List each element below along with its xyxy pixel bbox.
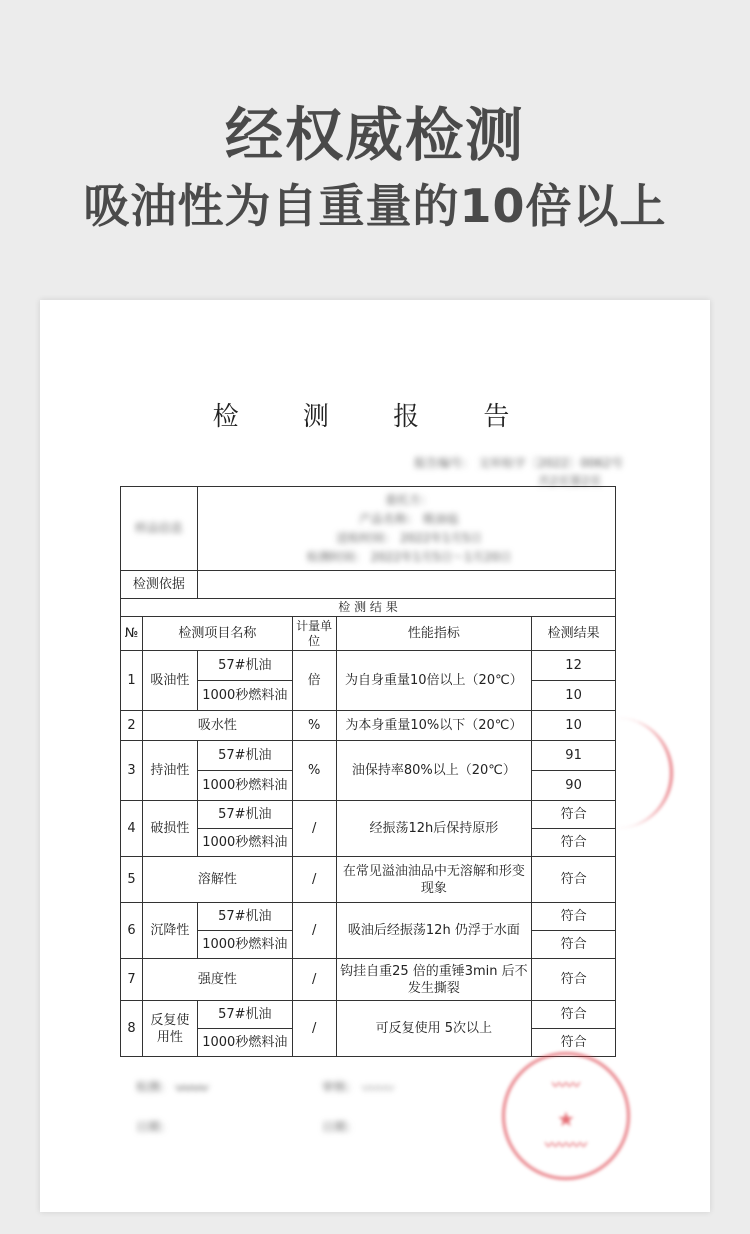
- date-label: 日期：: [322, 1120, 359, 1134]
- row-unit: /: [292, 801, 336, 857]
- row-no: 5: [121, 857, 143, 903]
- row-no: 4: [121, 801, 143, 857]
- row-no: 1: [121, 651, 143, 711]
- row-no: 6: [121, 903, 143, 959]
- headline-subtitle: 吸油性为自重量的10倍以上: [83, 179, 667, 233]
- page-number: 共2页第2页: [538, 474, 602, 488]
- row-unit: /: [292, 1001, 336, 1057]
- row-spec: 钩挂自重25 倍的重锤3min 后不发生撕裂: [336, 959, 532, 1001]
- page-seal: [600, 718, 673, 828]
- row-sub: 1000秒燃料油: [197, 829, 292, 857]
- sample-line: 产品名称： 吸油毡: [359, 511, 459, 526]
- row-result: 10: [532, 681, 616, 711]
- sample-line: 送检时间： 2022年1月5日: [336, 530, 482, 545]
- row-result: 符合: [532, 959, 616, 1001]
- row-sub: 1000秒燃料油: [197, 771, 292, 801]
- header-result: 检测结果: [532, 617, 616, 651]
- sample-line: 委托方：: [384, 492, 433, 507]
- row-sub: 57#机油: [197, 801, 292, 829]
- row-spec: 为本身重量10%以下（20℃）: [336, 711, 532, 741]
- checker-label: 检测：: [136, 1080, 173, 1094]
- row-sub: 57#机油: [197, 651, 292, 681]
- row-spec: 经振荡12h后保持原形: [336, 801, 532, 857]
- row-spec: 可反复使用 5次以上: [336, 1001, 532, 1057]
- row-unit: /: [292, 857, 336, 903]
- headline-title: 经权威检测: [224, 101, 525, 169]
- date-label: 日期：: [136, 1120, 173, 1134]
- header-spec: 性能指标: [336, 617, 532, 651]
- row-name: 吸油性: [142, 651, 197, 711]
- row-sub: 1000秒燃料油: [197, 1029, 292, 1057]
- row-result: 符合: [532, 1001, 616, 1029]
- checker-signature: 〰〰: [176, 1079, 209, 1098]
- report-number: 报告编号： 文环检字〔2022〕0062号: [414, 456, 623, 470]
- row-sub: 1000秒燃料油: [197, 681, 292, 711]
- header-item: 检测项目名称: [142, 617, 292, 651]
- row-spec: 吸油后经振荡12h 仍浮于水面: [336, 903, 532, 959]
- row-no: 2: [121, 711, 143, 741]
- row-result: 符合: [532, 829, 616, 857]
- row-no: 7: [121, 959, 143, 1001]
- header-no: №: [121, 617, 143, 651]
- row-result: 符合: [532, 857, 616, 903]
- row-result: 12: [532, 651, 616, 681]
- row-result: 符合: [532, 903, 616, 931]
- header-unit: 计量单位: [292, 617, 336, 651]
- row-name: 吸水性: [142, 711, 292, 741]
- row-no: 3: [121, 741, 143, 801]
- report-paper: [40, 300, 710, 1212]
- row-result: 符合: [532, 1029, 616, 1057]
- sample-line: 检测时间： 2022年1月5日～1月20日: [306, 549, 512, 564]
- results-table: [120, 486, 616, 1057]
- row-sub: 57#机油: [197, 1001, 292, 1029]
- row-sub: 57#机油: [197, 741, 292, 771]
- report-title: 检 测 报 告: [212, 402, 538, 432]
- results-label: 检 测 结 果: [121, 599, 616, 617]
- row-name: 反复使用性: [142, 1001, 197, 1057]
- row-sub: 1000秒燃料油: [197, 931, 292, 959]
- row-unit: %: [292, 741, 336, 801]
- row-result: 符合: [532, 931, 616, 959]
- row-name: 溶解性: [142, 857, 292, 903]
- row-unit: 倍: [292, 651, 336, 711]
- official-seal: 〰〰 ★ 〰〰〰: [502, 1052, 630, 1180]
- row-sub: 57#机油: [197, 903, 292, 931]
- row-spec: 在常见溢油油品中无溶解和形变现象: [336, 857, 532, 903]
- row-name: 持油性: [142, 741, 197, 801]
- row-spec: 油保持率80%以上（20℃）: [336, 741, 532, 801]
- row-result: 91: [532, 741, 616, 771]
- row-result: 10: [532, 711, 616, 741]
- basis-value: [197, 571, 615, 599]
- row-unit: %: [292, 711, 336, 741]
- row-no: 8: [121, 1001, 143, 1057]
- row-name: 破损性: [142, 801, 197, 857]
- reviewer-label: 审核：: [322, 1080, 359, 1094]
- reviewer-signature: 〰〰: [362, 1079, 395, 1098]
- row-unit: /: [292, 903, 336, 959]
- row-result: 符合: [532, 801, 616, 829]
- row-unit: /: [292, 959, 336, 1001]
- row-result: 90: [532, 771, 616, 801]
- sample-info-label: 样品信息: [134, 521, 183, 535]
- row-name: 沉降性: [142, 903, 197, 959]
- row-name: 强度性: [142, 959, 292, 1001]
- basis-label: 检测依据: [121, 571, 198, 599]
- row-spec: 为自身重量10倍以上（20℃）: [336, 651, 532, 711]
